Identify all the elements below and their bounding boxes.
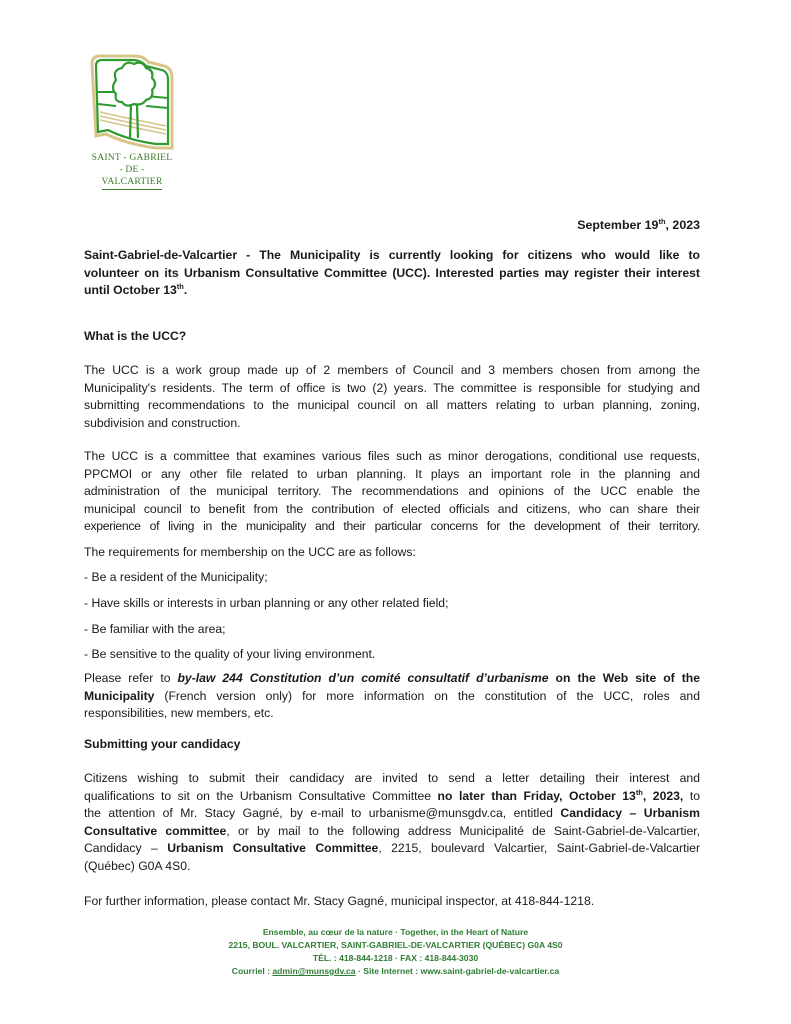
- paragraph-ucc-role: The UCC is a committee that examines various files such as minor derogations, conditional use requests, PPCMOI or any other file related to urban planning. It plays an important role in the planning and administration of the municipal territory. The recommendations and opinions of the UCC enable the municipal council to benefit from the contribution of elected officials and citizens, who can share their experience of living in the municipality and their particular concerns for the development of their territory.: [84, 449, 700, 534]
- section-heading-what-is-ucc: What is the UCC?: [84, 329, 187, 343]
- requirement-item: - Have skills or interests in urban planning or any other related field;: [84, 596, 449, 610]
- requirements-intro: The requirements for membership on the UCC are as follows:: [84, 545, 416, 559]
- footer-contact: Courriel : admin@munsgdv.ca · Site Internet : www.saint-gabriel-de-valcartier.ca: [231, 966, 560, 976]
- requirement-item: - Be a resident of the Municipality;: [84, 570, 268, 584]
- tree-emblem-icon: [86, 52, 178, 152]
- paragraph-candidacy: Citizens wishing to submit their candidacy are invited to send a letter detailing their interest and qualifications to sit on the Urbanism Consultative Committee no later than Friday, October 13th, 2023, to the attention of Mr. Stacy Gagné, by e-mail to urbanisme@munsgdv.ca, entitled Candidacy – Urbanism Consultative committee, or by mail to the following address Municipalité de Saint-Gabriel-de-Valcartier, Candidacy – Urbanism Consultative Committee, 2215, boulevard Valcartier, Saint-Gabriel-de-Valcartier (Québec) G0A 4S0.: [84, 771, 701, 873]
- logo-line-1: SAINT - GABRIEL: [91, 152, 173, 163]
- logo-wordmark: [86, 152, 178, 190]
- bylaw-reference-paragraph: Please refer to by-law 244 Constitution d’un comité consultatif d’urbanisme on the Web site of the Municipality (French version only) for more information on the constitution of the UCC, roles and responsibilities, new members, etc.: [84, 671, 700, 721]
- municipality-logo: [86, 52, 178, 194]
- letter-date: September 19th, 2023: [577, 217, 700, 232]
- paragraph-ucc-definition: The UCC is a work group made up of 2 members of Council and 3 members chosen from among the Municipality's residents. The term of office is two (2) years. The committee is responsible for studying and submitting recommendations to the municipal council on all matters relating to urban planning, zoning, subdivision and construction.: [84, 363, 700, 430]
- section-heading-submitting: Submitting your candidacy: [84, 737, 241, 751]
- footer-email-link[interactable]: admin@munsgdv.ca: [272, 966, 356, 976]
- footer-address: 2215, BOUL. VALCARTIER, SAINT-GABRIEL-DE-VALCARTIER (QUÉBEC) G0A 4S0: [228, 940, 563, 950]
- requirement-item: - Be familiar with the area;: [84, 622, 226, 636]
- footer-phone-fax: TÉL. : 418-844-1218 · FAX : 418-844-3030: [312, 953, 479, 963]
- lead-paragraph: Saint-Gabriel-de-Valcartier - The Municipality is currently looking for citizens who would like to volunteer on its Urbanism Consultative Committee (UCC). Interested parties may register their interest until October 13th.: [84, 248, 700, 298]
- logo-line-2: - DE -: [119, 164, 145, 175]
- logo-line-3: VALCARTIER: [102, 176, 163, 190]
- footer-slogan: Ensemble, au cœur de la nature · Together, in the Heart of Nature: [262, 927, 529, 937]
- contact-paragraph: For further information, please contact Mr. Stacy Gagné, municipal inspector, at 418-844-1218.: [84, 894, 595, 908]
- bylaw-title: by-law 244 Constitution d’un comité consultatif d’urbanisme: [177, 671, 549, 685]
- requirement-item: - Be sensitive to the quality of your living environment.: [84, 647, 376, 661]
- letterhead-footer: [0, 926, 791, 978]
